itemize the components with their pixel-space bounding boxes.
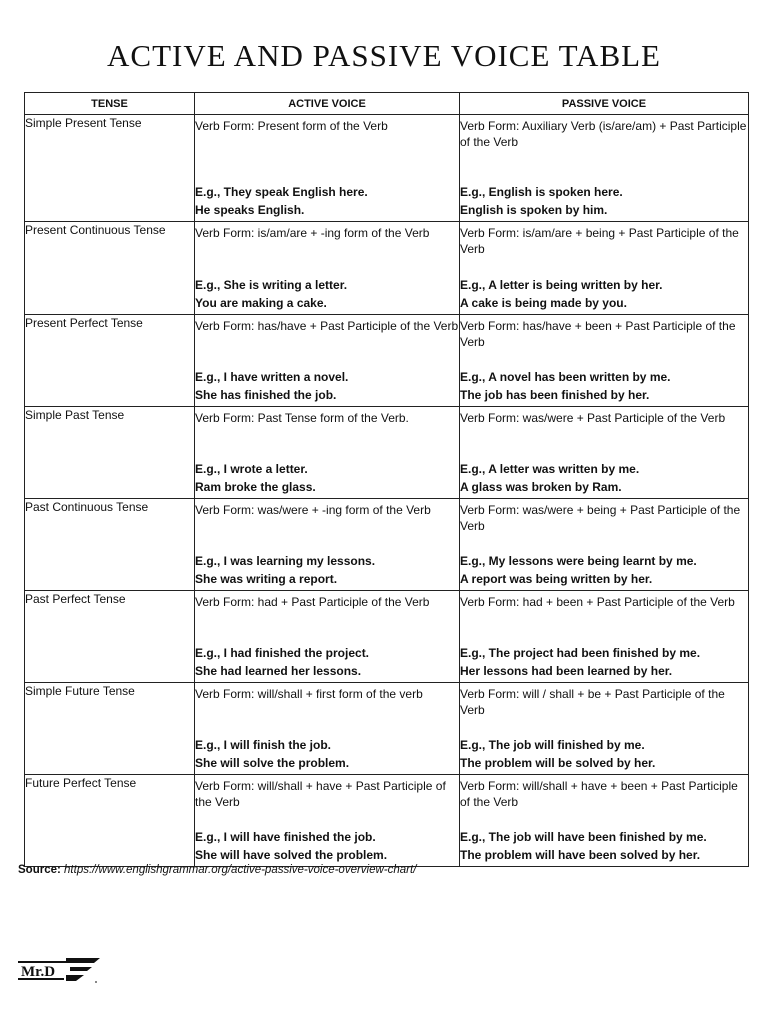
active-verb-form: Verb Form: is/am/are + -ing form of the Verb — [195, 226, 430, 240]
table-header-row — [25, 93, 749, 115]
tense-cell: Simple Future Tense — [25, 683, 195, 775]
active-voice-cell — [195, 407, 460, 499]
passive-example-ex1: E.g., A letter was written by me. — [460, 462, 640, 476]
tense-cell: Past Continuous Tense — [25, 499, 195, 591]
active-example-ex2: She will have solved the problem. — [195, 848, 388, 862]
passive-example-ex2: The problem will have been solved by her. — [460, 848, 701, 862]
active-example-ex2: He speaks English. — [195, 203, 305, 217]
passive-example-ex1: E.g., A letter is being written by her. — [460, 278, 663, 292]
passive-examples — [460, 368, 748, 406]
active-examples — [195, 460, 459, 498]
active-verb-form: Verb Form: will/shall + first form of the verb — [195, 687, 423, 701]
active-examples — [195, 183, 459, 221]
passive-example-ex1: E.g., The project had been finished by me. — [460, 646, 701, 660]
passive-example-ex1: E.g., The job will have been finished by me. — [460, 830, 707, 844]
passive-example-ex2: A glass was broken by Ram. — [460, 480, 622, 494]
active-voice-cell — [195, 115, 460, 222]
tense-cell: Present Continuous Tense — [25, 222, 195, 315]
active-voice-cell — [195, 222, 460, 315]
tense-cell: Future Perfect Tense — [25, 775, 195, 867]
table-row — [25, 315, 749, 407]
active-example-ex1: E.g., I wrote a letter. — [195, 462, 308, 476]
passive-verb-form: Verb Form: Auxiliary Verb (is/are/am) + Past Participle of the Verb — [460, 119, 747, 149]
passive-voice-cell — [460, 683, 749, 775]
mr-d-logo-icon — [18, 957, 100, 983]
passive-example-ex2: A report was being written by her. — [460, 572, 653, 586]
tense-cell: Past Perfect Tense — [25, 591, 195, 683]
passive-example-ex2: Her lessons had been learned by her. — [460, 664, 673, 678]
active-voice-cell — [195, 683, 460, 775]
active-verb-form: Verb Form: had + Past Participle of the Verb — [195, 595, 430, 609]
active-example-ex1: E.g., I will finish the job. — [195, 738, 332, 752]
tense-cell: Simple Present Tense — [25, 115, 195, 222]
passive-voice-cell — [460, 407, 749, 499]
passive-example-ex1: E.g., English is spoken here. — [460, 185, 623, 199]
active-examples — [195, 368, 459, 406]
logo-text: Mr.D — [21, 964, 56, 980]
passive-verb-form: Verb Form: had + been + Past Participle of the Verb — [460, 595, 735, 609]
passive-voice-cell — [460, 115, 749, 222]
passive-example-ex1: E.g., My lessons were being learnt by me. — [460, 554, 697, 568]
active-voice-cell — [195, 499, 460, 591]
page-title: ACTIVE AND PASSIVE VOICE TABLE — [107, 38, 661, 73]
active-voice-cell — [195, 775, 460, 867]
active-example-ex1: E.g., I had finished the project. — [195, 646, 370, 660]
passive-examples — [460, 552, 748, 590]
active-examples — [195, 276, 459, 314]
active-example-ex1: E.g., She is writing a letter. — [195, 278, 348, 292]
header-active-voice: ACTIVE VOICE — [195, 93, 460, 115]
table-row — [25, 591, 749, 683]
passive-example-ex1: E.g., The job will finished by me. — [460, 738, 645, 752]
passive-example-ex2: English is spoken by him. — [460, 203, 608, 217]
table-row — [25, 222, 749, 315]
passive-voice-cell — [460, 222, 749, 315]
source-label: Source: — [18, 864, 61, 876]
active-example-ex2: She was writing a report. — [195, 572, 338, 586]
header-passive-voice: PASSIVE VOICE — [460, 93, 749, 115]
active-example-ex2: She has finished the job. — [195, 388, 337, 402]
table-row — [25, 115, 749, 222]
active-example-ex1: E.g., They speak English here. — [195, 185, 368, 199]
passive-example-ex1: E.g., A novel has been written by me. — [460, 370, 671, 384]
active-examples — [195, 552, 459, 590]
table-row — [25, 683, 749, 775]
active-example-ex1: E.g., I have written a novel. — [195, 370, 349, 384]
passive-verb-form: Verb Form: was/were + being + Past Participle of the Verb — [460, 503, 741, 533]
passive-examples — [460, 644, 748, 682]
active-example-ex2: She will solve the problem. — [195, 756, 350, 770]
active-examples — [195, 644, 459, 682]
tense-cell: Simple Past Tense — [25, 407, 195, 499]
active-examples — [195, 736, 459, 774]
active-verb-form: Verb Form: has/have + Past Participle of the Verb — [195, 319, 459, 333]
header-tense: TENSE — [25, 93, 195, 115]
active-voice-cell — [195, 591, 460, 683]
passive-examples — [460, 460, 748, 498]
passive-verb-form: Verb Form: will/shall + have + been + Past Participle of the Verb — [460, 779, 738, 809]
passive-verb-form: Verb Form: was/were + Past Participle of the Verb — [460, 411, 726, 425]
source-line — [18, 864, 416, 876]
active-example-ex1: E.g., I will have finished the job. — [195, 830, 376, 844]
passive-examples — [460, 276, 748, 314]
passive-voice-cell — [460, 775, 749, 867]
passive-verb-form: Verb Form: is/am/are + being + Past Participle of the Verb — [460, 226, 739, 256]
voice-table — [24, 92, 749, 867]
table-row — [25, 407, 749, 499]
tense-cell: Present Perfect Tense — [25, 315, 195, 407]
passive-voice-cell — [460, 591, 749, 683]
active-example-ex2: You are making a cake. — [195, 296, 327, 310]
passive-voice-cell — [460, 499, 749, 591]
active-verb-form: Verb Form: Past Tense form of the Verb. — [195, 411, 409, 425]
active-example-ex1: E.g., I was learning my lessons. — [195, 554, 376, 568]
active-examples — [195, 828, 459, 866]
passive-examples — [460, 736, 748, 774]
passive-voice-cell — [460, 315, 749, 407]
active-example-ex2: She had learned her lessons. — [195, 664, 362, 678]
active-example-ex2: Ram broke the glass. — [195, 480, 316, 494]
passive-example-ex2: A cake is being made by you. — [460, 296, 627, 310]
passive-verb-form: Verb Form: has/have + been + Past Participle of the Verb — [460, 319, 736, 349]
active-voice-cell — [195, 315, 460, 407]
passive-example-ex2: The problem will be solved by her. — [460, 756, 656, 770]
active-verb-form: Verb Form: will/shall + have + Past Participle of the Verb — [195, 779, 446, 809]
passive-example-ex2: The job has been finished by her. — [460, 388, 650, 402]
table-row — [25, 499, 749, 591]
source-url: https://www.englishgrammar.org/active-passive-voice-overview-chart/ — [64, 864, 417, 876]
passive-examples — [460, 183, 748, 221]
table-row — [25, 775, 749, 867]
active-verb-form: Verb Form: was/were + -ing form of the Verb — [195, 503, 431, 517]
passive-examples — [460, 828, 748, 866]
passive-verb-form: Verb Form: will / shall + be + Past Participle of the Verb — [460, 687, 725, 717]
active-verb-form: Verb Form: Present form of the Verb — [195, 119, 388, 133]
